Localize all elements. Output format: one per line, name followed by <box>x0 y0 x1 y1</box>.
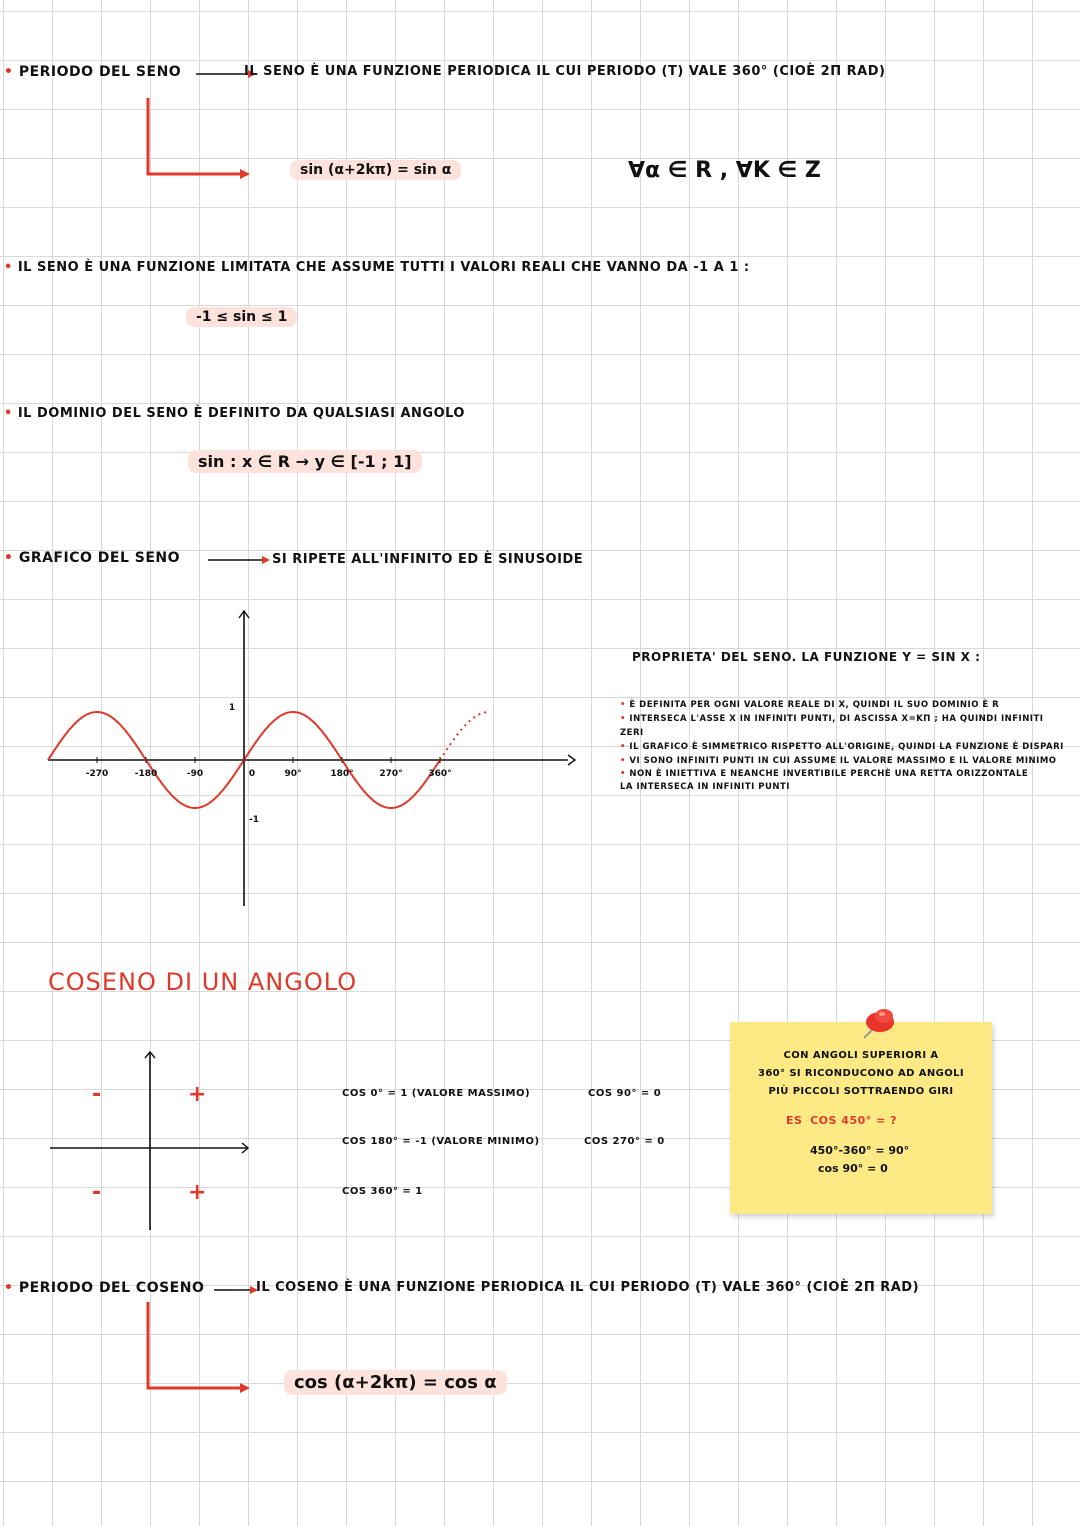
cosine-sign-axes <box>46 1048 266 1238</box>
y-tick-label: -1 <box>249 815 259 825</box>
cos-value: COS 180° = -1 (VALORE MINIMO) <box>342 1136 540 1147</box>
cosine-period-label: • PERIODO DEL COSENO <box>4 1280 205 1296</box>
note-line: PIÙ PICCOLI SOTTRAENDO GIRI <box>768 1086 954 1097</box>
note-calc: 450°-360° = 90° <box>810 1144 910 1157</box>
list-item: • IL GRAFICO È SIMMETRICO RISPETTO ALL'ORIGINE, QUINDI LA FUNZIONE È DISPARI <box>620 742 1064 752</box>
note-line: CON ANGOLI SUPERIORI A <box>783 1050 939 1061</box>
list-item: • È DEFINITA PER OGNI VALORE REALE DI X, QUINDI IL SUO DOMINIO È R <box>620 700 1000 710</box>
note-result: cos 90° = 0 <box>818 1162 888 1175</box>
sine-period-condition: ∀α ∈ R , ∀K ∈ Z <box>628 158 821 183</box>
sine-properties-list <box>620 698 1070 794</box>
cosine-title: COSENO DI UN ANGOLO <box>48 968 358 996</box>
sine-period-text: IL SENO È UNA FUNZIONE PERIODICA IL CUI PERIODO (T) VALE 360° (CIOÈ 2Π RAD) <box>244 64 886 79</box>
sine-properties-title: PROPRIETA' DEL SENO. LA FUNZIONE Y = SIN X : <box>632 650 981 664</box>
sign-plus: + <box>188 1082 207 1107</box>
list-item: • INTERSECA L'ASSE X IN INFINITI PUNTI, DI ASCISSA X=KΠ ; HA QUINDI INFINITI ZERI <box>620 714 1044 738</box>
cos-value: COS 360° = 1 <box>342 1186 423 1197</box>
sine-bounded-formula: -1 ≤ sin ≤ 1 <box>186 307 297 327</box>
sticky-note <box>730 1022 992 1214</box>
sine-bounded-text: • IL SENO È UNA FUNZIONE LIMITATA CHE ASSUME TUTTI I VALORI REALI CHE VANNO DA -1 A 1 : <box>4 260 750 275</box>
cosine-period-formula: cos (α+2kπ) = cos α <box>284 1370 507 1395</box>
x-axis-arrow <box>568 755 575 765</box>
sine-period-label: • PERIODO DEL SENO <box>4 64 182 80</box>
list-item: • VI SONO INFINITI PUNTI IN CUI ASSUME IL VALORE MASSIMO E IL VALORE MINIMO <box>620 756 1057 766</box>
cos-value: COS 0° = 1 (VALORE MASSIMO) <box>342 1088 531 1099</box>
x-tick-label: -90 <box>186 769 204 779</box>
x-tick-label: 0 <box>248 769 256 779</box>
sine-domain-text: • IL DOMINIO DEL SENO È DEFINITO DA QUALSIASI ANGOLO <box>4 406 465 421</box>
x-tick-label: -180 <box>134 769 158 779</box>
sign-plus: + <box>188 1180 207 1205</box>
sine-domain-formula: sin : x ∈ R → y ∈ [-1 ; 1] <box>188 450 422 473</box>
note-example: ES COS 450° = ? <box>786 1114 898 1127</box>
pushpin-icon <box>856 1004 900 1048</box>
x-tick-label: 90° <box>284 769 302 779</box>
sine-series-1 <box>440 712 489 760</box>
x-tick-label: 180° <box>330 769 354 779</box>
cos-value: COS 90° = 0 <box>588 1088 662 1099</box>
x-tick-label: 270° <box>379 769 403 779</box>
x-tick-label: 360° <box>428 769 452 779</box>
y-tick-label: 1 <box>228 703 236 713</box>
note-line: 360° SI RICONDUCONO AD ANGOLI <box>757 1068 965 1079</box>
sign-minus: - <box>92 1082 102 1107</box>
x-tick-label: -270 <box>85 769 109 779</box>
arrow-icon <box>214 1285 258 1295</box>
sine-period-formula: sin (α+2kπ) = sin α <box>290 160 461 180</box>
sine-graph-text: SI RIPETE ALL'INFINITO ED È SINUSOIDE <box>272 552 584 567</box>
sign-minus: - <box>92 1180 102 1205</box>
list-item: • NON È INIETTIVA E NEANCHE INVERTIBILE PERCHÈ UNA RETTA ORIZZONTALE LA INTERSECA IN INFINITI PUNTI <box>620 769 1029 792</box>
bracket-arrow-icon <box>144 1302 254 1402</box>
cosine-period-text: IL COSENO È UNA FUNZIONE PERIODICA IL CUI PERIODO (T) VALE 360° (CIOÈ 2Π RAD) <box>256 1280 920 1295</box>
cos-value: COS 270° = 0 <box>584 1136 665 1147</box>
sine-graph-label: • GRAFICO DEL SENO <box>4 550 181 566</box>
